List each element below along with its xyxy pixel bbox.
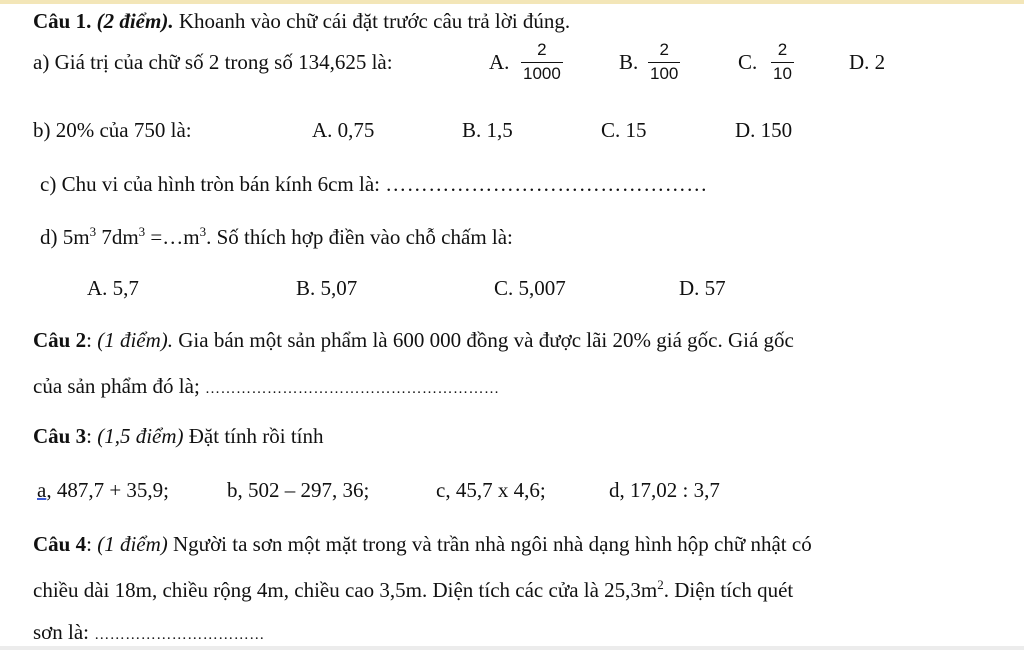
q1d-text-part3: =…m bbox=[145, 225, 200, 249]
fraction-bar bbox=[648, 62, 680, 63]
q1d-question bbox=[40, 224, 513, 250]
q4-text-line2b: . Diện tích quét bbox=[663, 578, 794, 602]
fraction-bar bbox=[771, 62, 794, 63]
q4-label: Câu 4 bbox=[33, 532, 87, 556]
q2-line1 bbox=[33, 327, 794, 353]
q2-colon: : bbox=[86, 328, 92, 352]
q4-line3 bbox=[33, 619, 265, 648]
q3-part-a-letter: a bbox=[37, 478, 47, 502]
q1b-question: b) 20% của 750 là: bbox=[33, 118, 192, 142]
superscript: 2 bbox=[657, 577, 664, 592]
q3-part-d: d, 17,02 : 3,7 bbox=[609, 478, 720, 502]
bottom-strip bbox=[0, 646, 1024, 650]
q3-label: Câu 3 bbox=[33, 424, 87, 448]
q1d-option-b: B. 5,07 bbox=[296, 276, 358, 300]
q2-line2 bbox=[33, 373, 500, 402]
q3-points: (1,5 điểm) bbox=[97, 424, 184, 448]
q4-answer-blank: …………………………… bbox=[94, 627, 265, 643]
q1-label: Câu 1. bbox=[33, 9, 92, 33]
q1a-option-a-fraction bbox=[521, 40, 563, 84]
q3-part-a-expression: , 487,7 + 35,9; bbox=[46, 478, 170, 502]
q1c-line bbox=[40, 171, 708, 197]
q3-heading bbox=[33, 423, 324, 449]
q1d-option-c: C. 5,007 bbox=[494, 276, 566, 300]
q1b-option-b: B. 1,5 bbox=[462, 118, 513, 142]
fraction-bar bbox=[521, 62, 563, 63]
fraction-numerator: 2 bbox=[537, 40, 547, 59]
fraction-numerator: 2 bbox=[659, 40, 669, 59]
q1-points: (2 điểm). bbox=[96, 9, 174, 33]
q2-answer-blank: ………………………………………………… bbox=[205, 381, 500, 397]
q1a-option-c-letter: C. bbox=[738, 50, 758, 74]
q3-part-c: c, 45,7 x 4,6; bbox=[436, 478, 546, 502]
q1a-question: a) Giá trị của chữ số 2 trong số 134,625 là: bbox=[33, 50, 393, 74]
q4-line1 bbox=[33, 531, 812, 557]
q3-text: Đặt tính rồi tính bbox=[188, 424, 324, 448]
q1c-answer-blank: ……………………………………… bbox=[385, 172, 708, 196]
superscript: 3 bbox=[199, 224, 207, 239]
q1b-option-d: D. 150 bbox=[735, 118, 793, 142]
superscript: 3 bbox=[89, 224, 97, 239]
q2-points: (1 điểm). bbox=[97, 328, 174, 352]
q1a-option-d: D. 2 bbox=[849, 50, 886, 74]
q1d-option-d: D. 57 bbox=[679, 276, 726, 300]
q2-text-line2: của sản phẩm đó là; bbox=[33, 374, 200, 398]
q3-part-b: b, 502 – 297, 36; bbox=[227, 478, 370, 502]
q1d-text-part2: 7dm bbox=[96, 225, 139, 249]
q3-part-a bbox=[37, 477, 169, 503]
q2-label: Câu 2 bbox=[33, 328, 87, 352]
q3-colon: : bbox=[86, 424, 92, 448]
fraction-denominator: 100 bbox=[650, 64, 679, 83]
q4-text-line1: Người ta sơn một mặt trong và trần nhà ngôi nhà dạng hình hộp chữ nhật có bbox=[173, 532, 812, 556]
fraction-denominator: 1000 bbox=[523, 64, 561, 83]
q1b-option-c: C. 15 bbox=[601, 118, 647, 142]
q1c-question: c) Chu vi của hình tròn bán kính 6cm là: bbox=[40, 172, 381, 196]
q2-text-line1: Gia bán một sản phẩm là 600 000 đồng và được lãi 20% giá gốc. Giá gốc bbox=[178, 328, 794, 352]
fraction-numerator: 2 bbox=[777, 40, 788, 59]
q1b-option-a: A. 0,75 bbox=[312, 118, 375, 142]
q1d-text-part1: d) 5m bbox=[40, 225, 90, 249]
q1-instruction: Khoanh vào chữ cái đặt trước câu trả lời đúng. bbox=[178, 9, 571, 33]
q4-points: (1 điểm) bbox=[97, 532, 168, 556]
q1-heading bbox=[33, 8, 570, 34]
fraction-denominator: 10 bbox=[773, 64, 792, 83]
q1a-option-b-fraction bbox=[648, 40, 680, 84]
q4-line2 bbox=[33, 577, 793, 603]
q1d-option-a: A. 5,7 bbox=[87, 276, 139, 300]
top-strip bbox=[0, 0, 1024, 4]
q4-colon: : bbox=[86, 532, 92, 556]
superscript: 3 bbox=[138, 224, 146, 239]
q4-text-line3: sơn là: bbox=[33, 620, 90, 644]
q4-text-line2a: chiều dài 18m, chiều rộng 4m, chiều cao 3,5m. Diện tích các cửa là 25,3m bbox=[33, 578, 658, 602]
q1d-text-part4: . Số thích hợp điền vào chỗ chấm là: bbox=[206, 225, 513, 249]
q1a-option-a-letter: A. bbox=[489, 50, 510, 74]
q1a-option-c-fraction bbox=[771, 40, 794, 84]
q1a-option-b-letter: B. bbox=[619, 50, 639, 74]
